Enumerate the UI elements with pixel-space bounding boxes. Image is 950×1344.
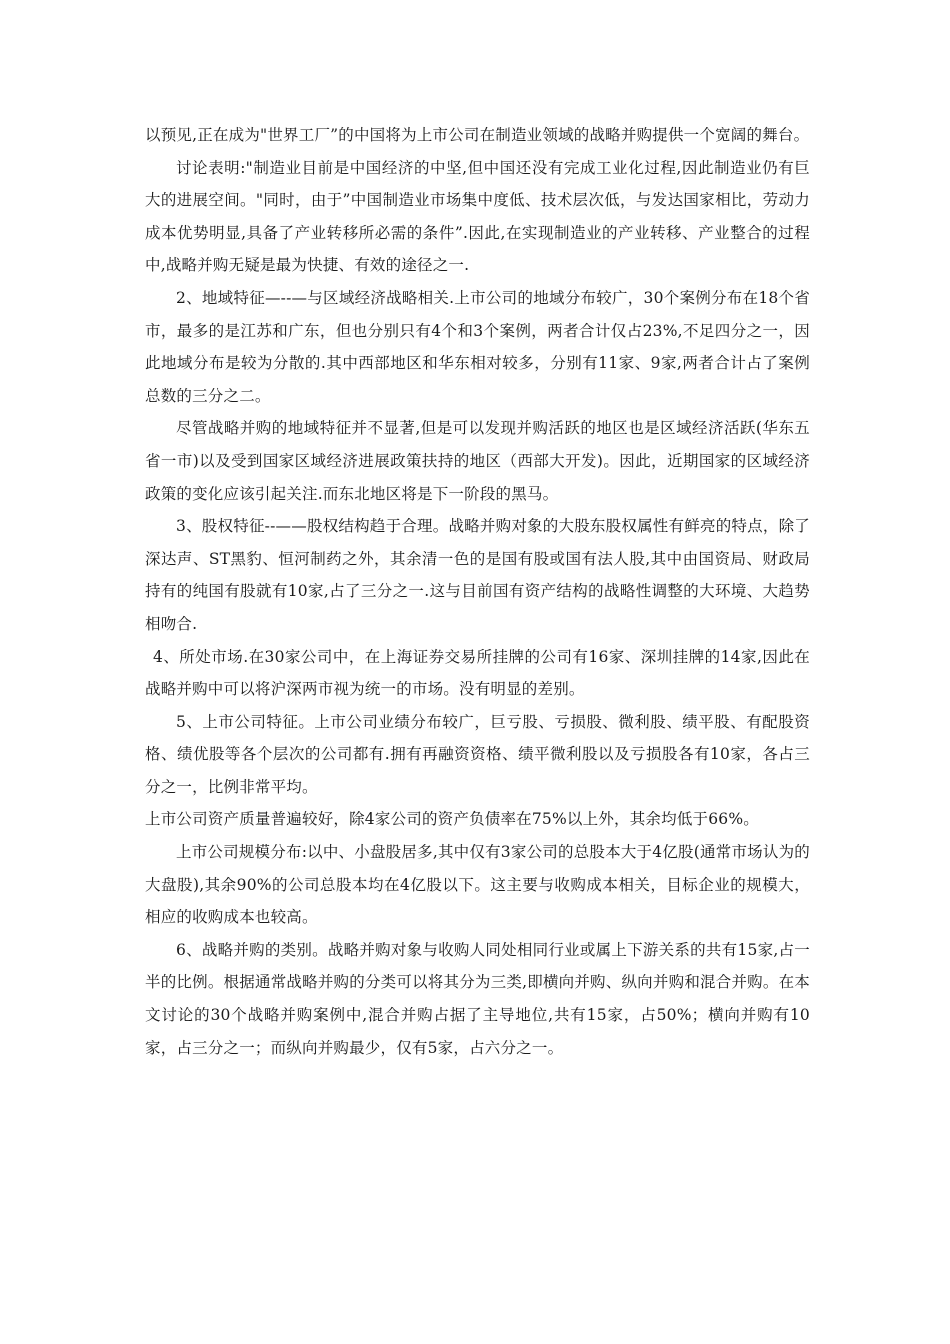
paragraph-manufacturing-discussion: 讨论表明:"制造业目前是中国经济的中坚,但中国还没有完成工业化过程,因此制造业仍有巨大的进展空间。"同时，由于”中国制造业市场集中度低、技术层次低，与发达国家相比，劳动力成本优势明显,具备了产业转移所必需的条件”.因此,在实现制造业的产业转移、产业整合的过程中,战略并购无疑是最为快捷、有效的途径之一. — [145, 158, 810, 275]
paragraph-regional-characteristics: 2、地域特征—--—与区域经济战略相关.上市公司的地域分布较广，30个案例分布在18个省市，最多的是江苏和广东，但也分别只有4个和3个案例，两者合计仅占23%,不足四分之一，因此地域分布是较为分散的.其中西部地区和华东相对较多，分别有11家、9家,两者合计占了案例总数的三分之二。 — [145, 288, 810, 405]
paragraph-merger-categories: 6、战略并购的类别。战略并购对象与收购人同处相同行业或属上下游关系的共有15家,占一半的比例。根据通常战略并购的分类可以将其分为三类,即横向并购、纵向并购和混合并购。在本文讨论的30个战略并购案例中,混合并购占据了主导地位,共有15家，占50%；横向并购有10家，占三分之一；而纵向并购最少，仅有5家，占六分之一。 — [145, 940, 810, 1057]
paragraph-intro-continuation: 以预见,正在成为"世界工厂”的中国将为上市公司在制造业领域的战略并购提供一个宽阔的舞台。 — [145, 126, 810, 144]
paragraph-equity-characteristics: 3、股权特征--——股权结构趋于合理。战略并购对象的大股东股权属性有鲜亮的特点，除了深达声、ST黑豹、恒河制药之外，其余清一色的是国有股或国有法人股,其中由国资局、财政局持有的纯国有股就有10家,占了三分之一.这与目前国有资产结构的战略性调整的大环境、大趋势相吻合. — [145, 517, 810, 633]
paragraph-company-scale: 上市公司规模分布:以中、小盘股居多,其中仅有3家公司的总股本大于4亿股(通常市场认为的大盘股),其余90%的公司总股本均在4亿股以下。这主要与收购成本相关，目标企业的规模大，相应的收购成本也较高。 — [145, 843, 810, 927]
paragraph-asset-quality: 上市公司资产质量普遍较好，除4家公司的资产负债率在75%以上外，其余均低于66%。 — [145, 810, 759, 829]
paragraph-market-location: 4、所处市场.在30家公司中，在上海证券交易所挂牌的公司有16家、深圳挂牌的14家,因此在战略并购中可以将沪深两市视为统一的市场。没有明显的差别。 — [145, 647, 810, 699]
document-body — [145, 119, 810, 1064]
paragraph-company-characteristics: 5、上市公司特征。上市公司业绩分布较广，巨亏股、亏损股、微利股、绩平股、有配股资格、绩优股等各个层次的公司都有.拥有再融资资格、绩平微利股以及亏损股各有10家，各占三分之一，比例非常平均。 — [145, 712, 810, 796]
paragraph-regional-policy: 尽管战略并购的地域特征并不显著,但是可以发现并购活跃的地区也是区域经济活跃(华东五省一市)以及受到国家区域经济进展政策扶持的地区（西部大开发)。因此，近期国家的区域经济政策的变化应该引起关注.而东北地区将是下一阶段的黑马。 — [145, 419, 810, 503]
